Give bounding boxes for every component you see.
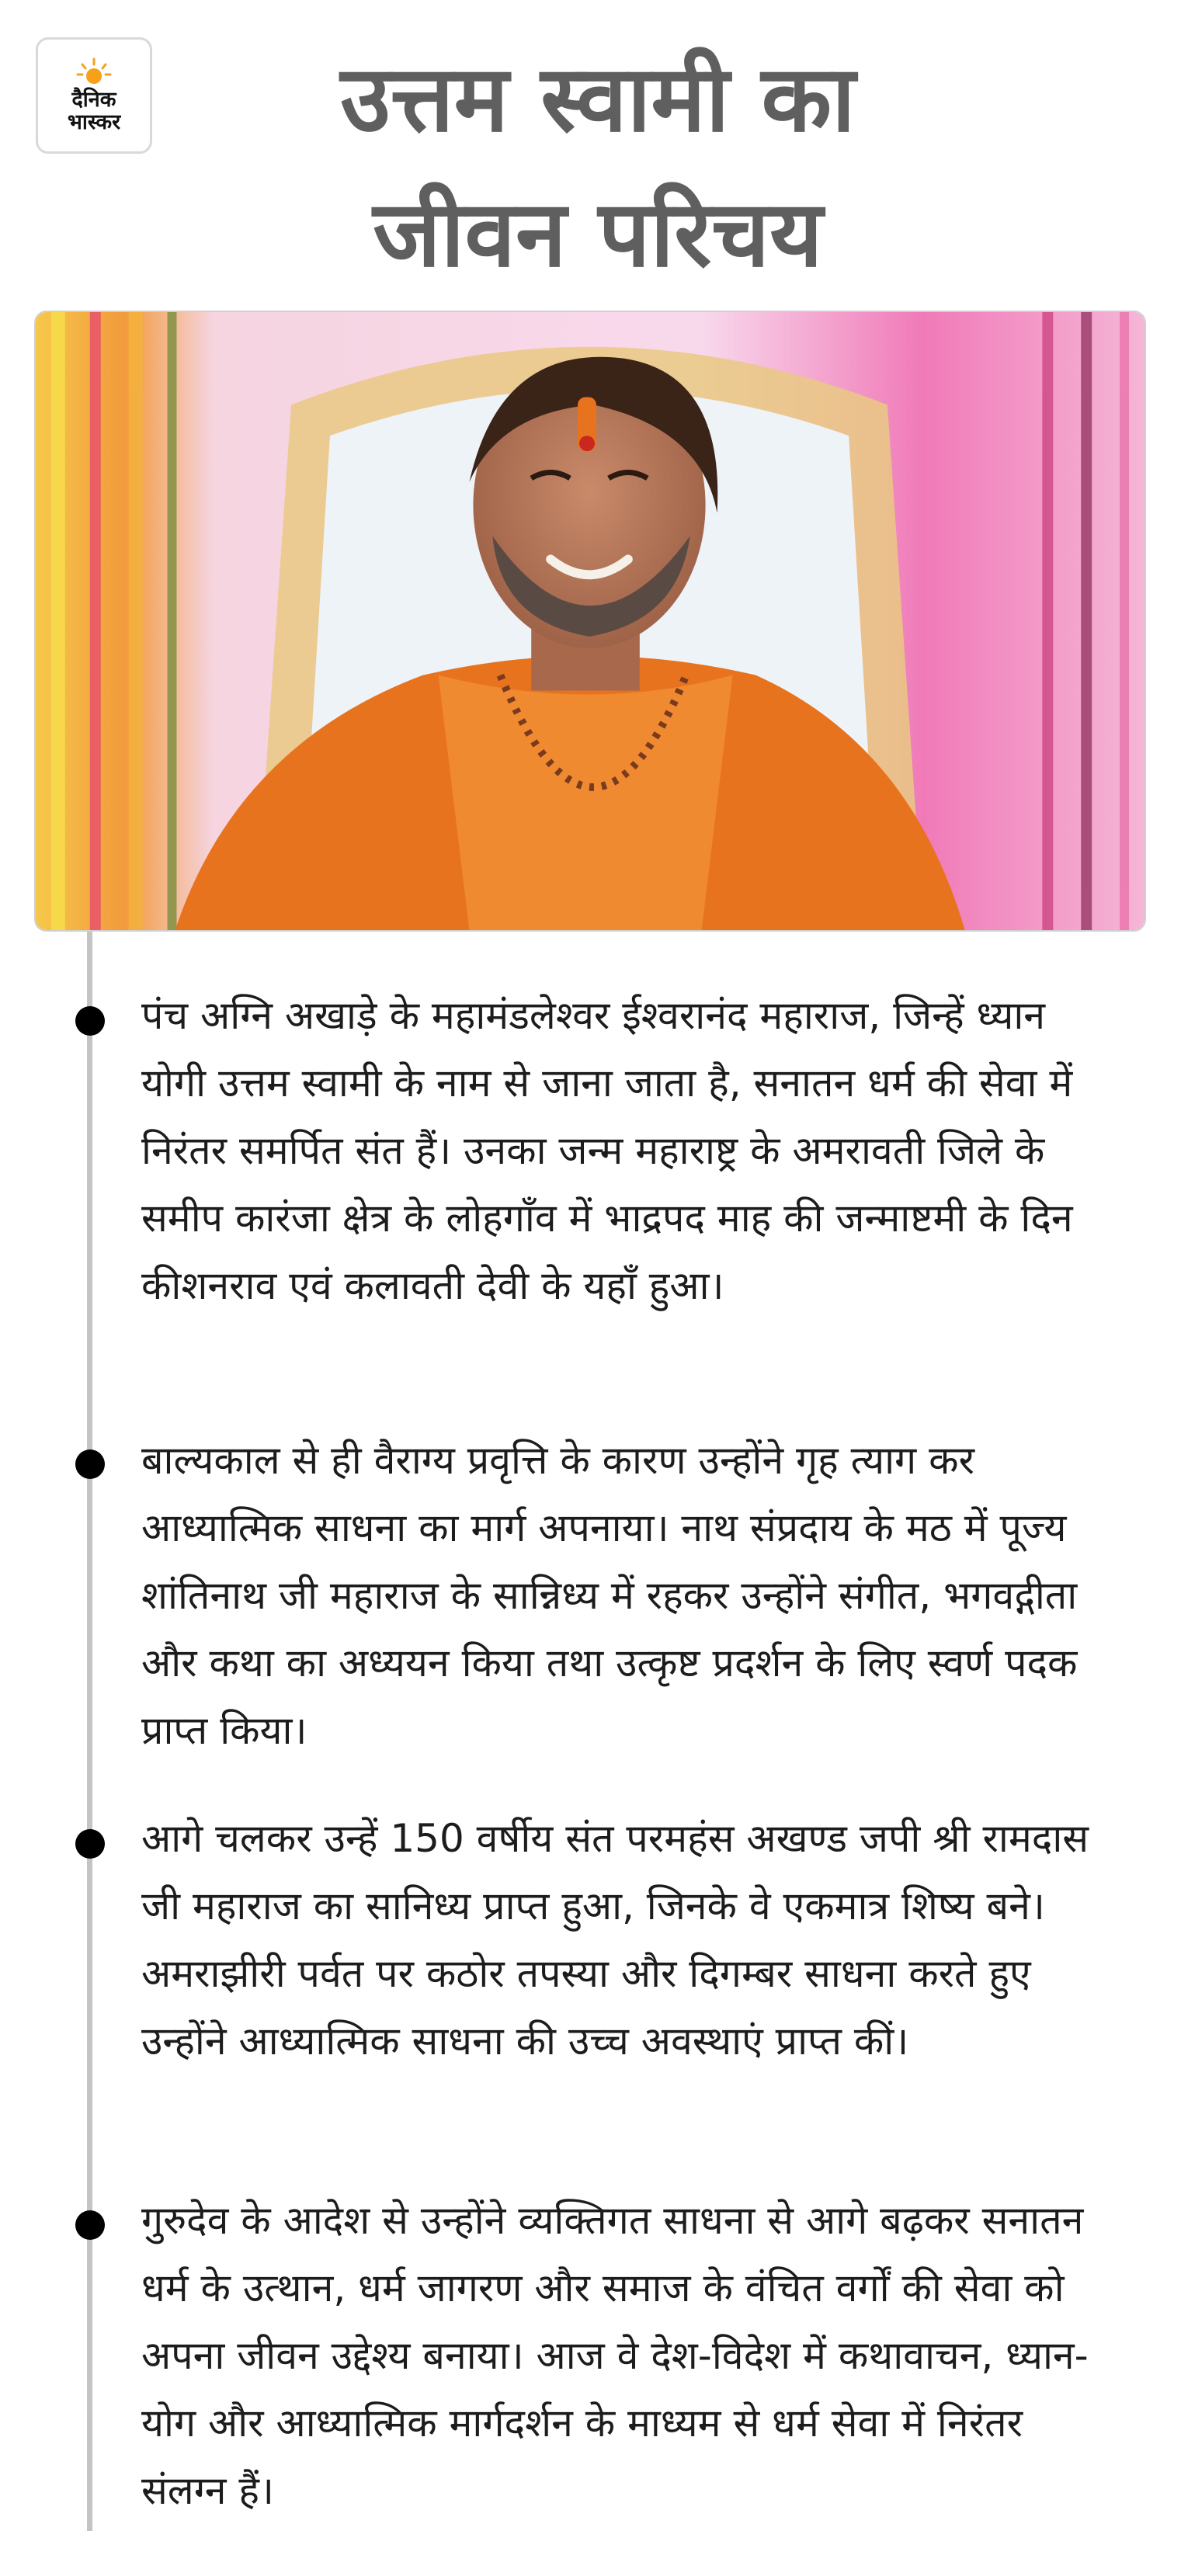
bullet-icon: [75, 1006, 105, 1036]
bullet-icon: [75, 2210, 105, 2240]
portrait-photo: [34, 311, 1146, 932]
page-title: उत्तम स्वामी का जीवन परिचय: [340, 45, 856, 287]
bio-paragraph-3: आगे चलकर उन्हें 150 वर्षीय संत परमहंस अखण्ड जपी श्री रामदास जी महाराज का सानिध्य प्राप्त हुआ, जिनके वे एकमात्र शिष्य बने। अमराझीरी पर्वत पर कठोर तपस्या और दिगम्बर साधना करते हुए उन्होंने आध्यात्मिक साधना की उच्च अवस्थाएं प्राप्त कीं।: [141, 1816, 1089, 2064]
timeline-line: [87, 932, 92, 2531]
portrait-illustration: [36, 312, 1145, 930]
bio-paragraph-2: बाल्यकाल से ही वैराग्य प्रवृत्ति के कारण उन्होंने गृह त्याग कर आध्यात्मिक साधना का मार्ग अपनाया। नाथ संप्रदाय के मठ में पूज्य शांतिनाथ जी महाराज के सान्निध्य में रहकर उन्होंने संगीत, भगवद्गीता और कथा का अध्ययन किया तथा उत्कृष्ट प्रदर्शन के लिए स्वर्ण पदक प्राप्त किया।: [141, 1438, 1078, 1753]
logo-line-2: भास्कर: [67, 110, 121, 134]
bullet-icon: [75, 1829, 105, 1859]
sun-icon: [76, 57, 112, 89]
bio-paragraph-4: गुरुदेव के आदेश से उन्होंने व्यक्तिगत साधना से आगे बढ़कर सनातन धर्म के उत्थान, धर्म जागरण और समाज के वंचित वर्गों की सेवा को अपना जीवन उद्देश्य बनाया। आज वे देश-विदेश में कथावाचन, ध्यान-योग और आध्यात्मिक मार्गदर्शन के माध्यम से धर्म सेवा में निरंतर संलग्न हैं।: [141, 2198, 1089, 2513]
logo-line-1: दैनिक: [71, 88, 116, 112]
bullet-icon: [75, 1449, 105, 1479]
bio-paragraph-1: पंच अग्नि अखाड़े के महामंडलेश्वर ईश्वरानंद महाराज, जिन्हें ध्यान योगी उत्तम स्वामी के नाम से जाना जाता है, सनातन धर्म की सेवा में निरंतर समर्पित संत हैं। उनका जन्म महाराष्ट्र के अमरावती जिले के समीप कारंजा क्षेत्र के लोहगाँव में भाद्रपद माह की जन्माष्टमी के दिन कीशनराव एवं कलावती देवी के यहाँ हुआ।: [141, 993, 1073, 1308]
dainik-bhaskar-logo: [36, 37, 152, 154]
